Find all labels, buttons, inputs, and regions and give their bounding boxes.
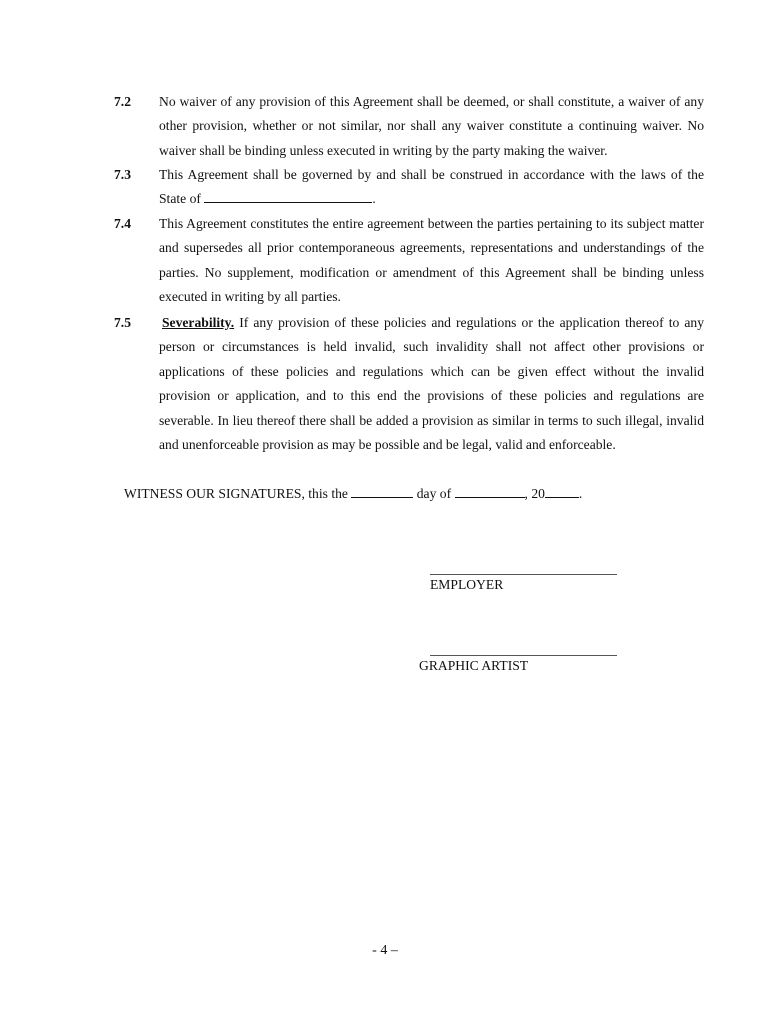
- section-7-4: [114, 212, 704, 310]
- witness-suffix: .: [578, 486, 583, 501]
- severability-heading: Severability.: [162, 315, 235, 330]
- section-7-5: [114, 311, 704, 457]
- witness-day-of: day of: [416, 486, 452, 501]
- section-7-3: [114, 163, 704, 212]
- employer-signature-line[interactable]: [430, 574, 617, 575]
- witness-prefix: WITNESS OUR SIGNATURES, this the: [124, 486, 348, 501]
- governing-law-period: .: [372, 191, 376, 207]
- employer-label: EMPLOYER: [430, 577, 504, 592]
- page-number: - 4 –: [372, 943, 398, 958]
- severability-text: If any provision of these policies and regulations or the application thereof to any person or circumstances is held invalid, such invalidity shall not affect other provisions or applications of these policies and regulations which can be given effect without the invalid provision or application, and to this end the provisions of these policies and regulations are severable. In lieu thereof there shall be added a provision as similar in terms to such illegal, invalid and unenforceable provision as may be possible and be legal, valid and enforceable.: [159, 315, 704, 453]
- state-blank-field[interactable]: [204, 188, 372, 203]
- graphic-artist-label: GRAPHIC ARTIST: [419, 658, 529, 673]
- section-text: [159, 311, 704, 457]
- section-number: 7.4: [114, 216, 131, 231]
- year-blank-field[interactable]: [545, 483, 579, 498]
- section-text: This Agreement constitutes the entire agreement between the parties pertaining to its subject matter and supersedes all prior contemporaneous agreements, representations and understandings of the parties. No supplement, modification or amendment of this Agreement shall be binding unless executed in writing by all parties.: [159, 216, 704, 305]
- section-7-2: [114, 90, 704, 163]
- witness-line: [124, 483, 582, 505]
- section-text: [159, 163, 704, 212]
- graphic-artist-signature-line[interactable]: [430, 655, 617, 656]
- day-blank-field[interactable]: [351, 483, 413, 498]
- month-blank-field[interactable]: [455, 483, 525, 498]
- witness-year-prefix: , 20: [524, 486, 545, 501]
- section-number: 7.5: [114, 315, 131, 330]
- governing-law-text: This Agreement shall be governed by and shall be construed in accordance with the laws of the State of: [159, 167, 704, 207]
- section-number: 7.2: [114, 94, 131, 109]
- section-number: 7.3: [114, 167, 131, 182]
- section-text: No waiver of any provision of this Agreement shall be deemed, or shall constitute, a waiver of any other provision, whether or not similar, nor shall any waiver constitute a continuing waiver. No waiver shall be binding unless executed in writing by the party making the waiver.: [159, 94, 704, 158]
